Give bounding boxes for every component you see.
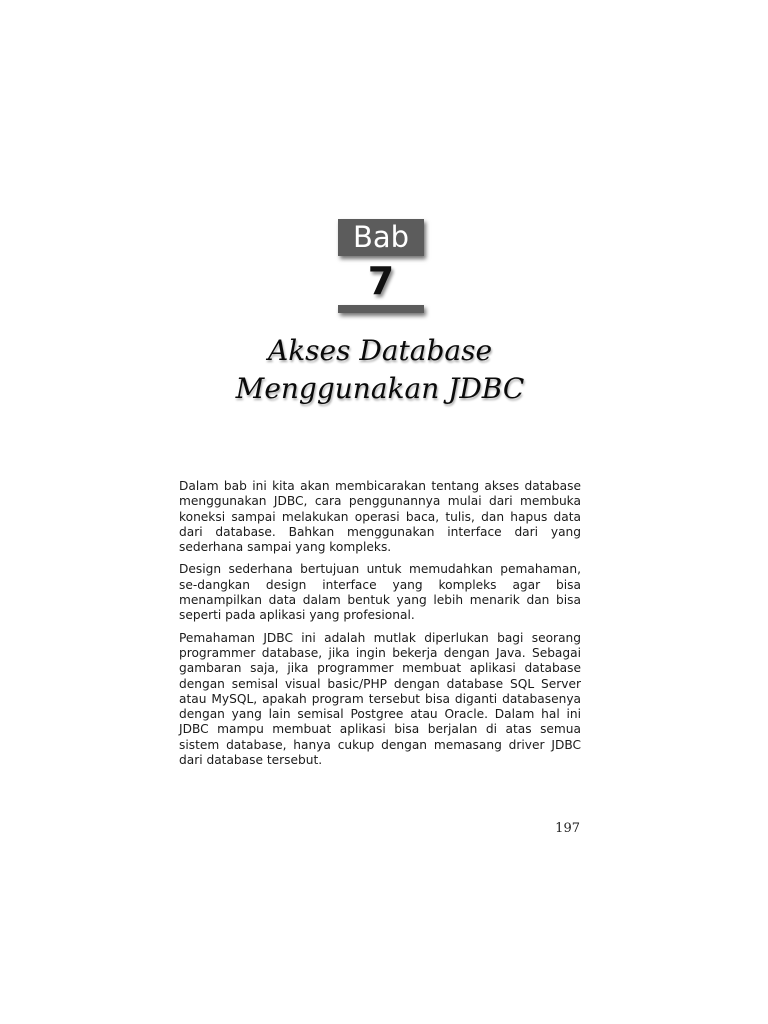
paragraph-3: Pemahaman JDBC ini adalah mutlak diperlukan bagi seorang programmer database, jika ingin bekerja dengan Java. Sebagai gambaran saja, jika programmer membuat aplikasi database dengan semisal visual basic/PHP dengan database SQL Server atau MySQL, apakah program tersebut bisa diganti databasenya dengan yang lain semisal Postgree atau Oracle. Dalam hal ini JDBC mampu membuat aplikasi bisa berjalan di atas semua sistem database, hanya cukup dengan memasang driver JDBC dari database tersebut. [179, 630, 581, 768]
chapter-label: Bab [352, 220, 410, 254]
chapter-divider [338, 305, 424, 313]
chapter-title [160, 332, 600, 408]
chapter-number: 7 [367, 259, 395, 303]
page-number: 197 [555, 821, 580, 836]
chapter-title-line-2: Menggunakan JDBC [235, 372, 525, 405]
chapter-title-line-1: Akses Database [267, 334, 493, 367]
paragraph-2: Design sederhana bertujuan untuk memudahkan pemahaman, se-dangkan design interface yang kompleks agar bisa menampilkan data dalam bentuk yang lebih menarik dan bisa seperti pada aplikasi yang profesional. [179, 562, 581, 623]
paragraph-1: Dalam bab ini kita akan membicarakan tentang akses database menggunakan JDBC, cara penggunannya mulai dari membuka koneksi sampai melakukan operasi baca, tulis, dan hapus data dari database. Bahkan menggunakan interface dari yang sederhana sampai yang kompleks. [179, 479, 581, 555]
chapter-intro-text [179, 479, 581, 775]
chapter-label-box [338, 219, 424, 256]
